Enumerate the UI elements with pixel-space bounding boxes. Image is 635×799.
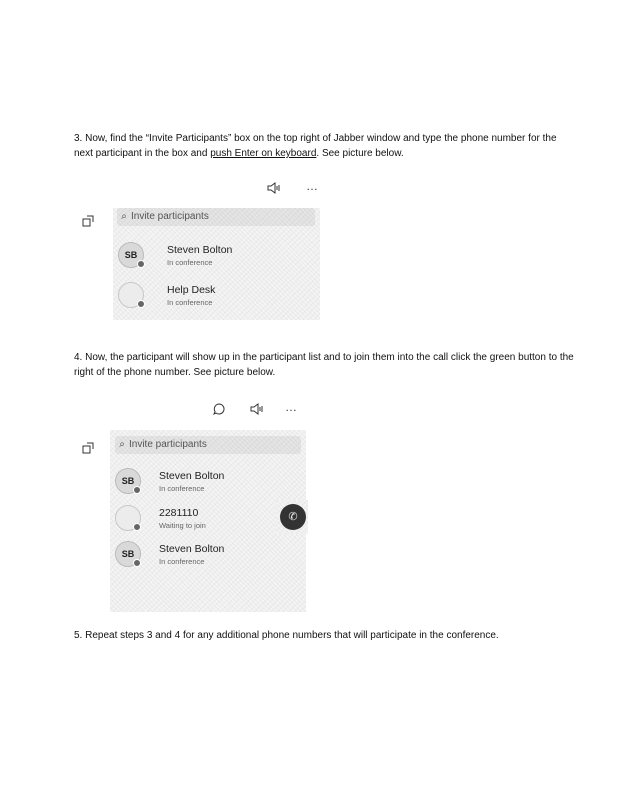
avatar: SB xyxy=(115,468,141,494)
presence-dot xyxy=(137,260,145,268)
speaker-icon[interactable] xyxy=(267,182,281,196)
search-icon: ⌕ xyxy=(121,211,127,222)
participant-name: 2281110 xyxy=(159,507,199,519)
step-3-paragraph xyxy=(74,131,574,161)
participant-name: Help Desk xyxy=(167,284,216,296)
speaker-icon[interactable] xyxy=(250,403,264,417)
step-5-paragraph: 5. Repeat steps 3 and 4 for any additional phone numbers that will participate in the conference. xyxy=(74,630,499,641)
invite-participants-search[interactable] xyxy=(117,208,315,226)
more-icon[interactable]: … xyxy=(285,400,297,414)
search-icon: ⌕ xyxy=(119,439,125,450)
popout-icon[interactable] xyxy=(82,215,94,229)
participant-status: In conference xyxy=(159,484,205,493)
avatar: SB xyxy=(115,541,141,567)
step-3-underlined-text: push Enter on keyboard xyxy=(210,148,317,159)
presence-dot xyxy=(133,523,141,531)
presence-dot xyxy=(133,559,141,567)
presence-dot xyxy=(133,486,141,494)
avatar: SB xyxy=(118,242,144,268)
participant-name: Steven Bolton xyxy=(159,543,225,555)
participant-status: In conference xyxy=(167,298,213,307)
presence-dot xyxy=(137,300,145,308)
step-3-text-end: . See picture below. xyxy=(316,148,404,159)
invite-participants-search[interactable] xyxy=(115,436,301,454)
participant-name: Steven Bolton xyxy=(167,244,233,256)
join-call-button[interactable] xyxy=(280,504,306,530)
search-placeholder: Invite participants xyxy=(129,439,207,450)
more-icon[interactable]: … xyxy=(306,179,318,193)
step-4-paragraph: 4. Now, the participant will show up in the participant list and to join them into the call click the green button to the right of the phone number. See picture below. xyxy=(74,352,574,378)
phone-icon: ✆ xyxy=(288,511,298,523)
popout-icon[interactable] xyxy=(82,442,94,456)
participant-status: In conference xyxy=(167,258,213,267)
participant-status: Waiting to join xyxy=(159,521,206,530)
step-3-text: 3. Now, find the “Invite Participants” box on the top right of Jabber window and type the phone number for the next participant in the box and xyxy=(74,133,557,159)
participant-status: In conference xyxy=(159,557,205,566)
participant-name: Steven Bolton xyxy=(159,470,225,482)
jabber-participants-screenshot-1 xyxy=(113,208,320,320)
chat-icon[interactable] xyxy=(213,403,225,417)
search-placeholder: Invite participants xyxy=(131,211,209,222)
